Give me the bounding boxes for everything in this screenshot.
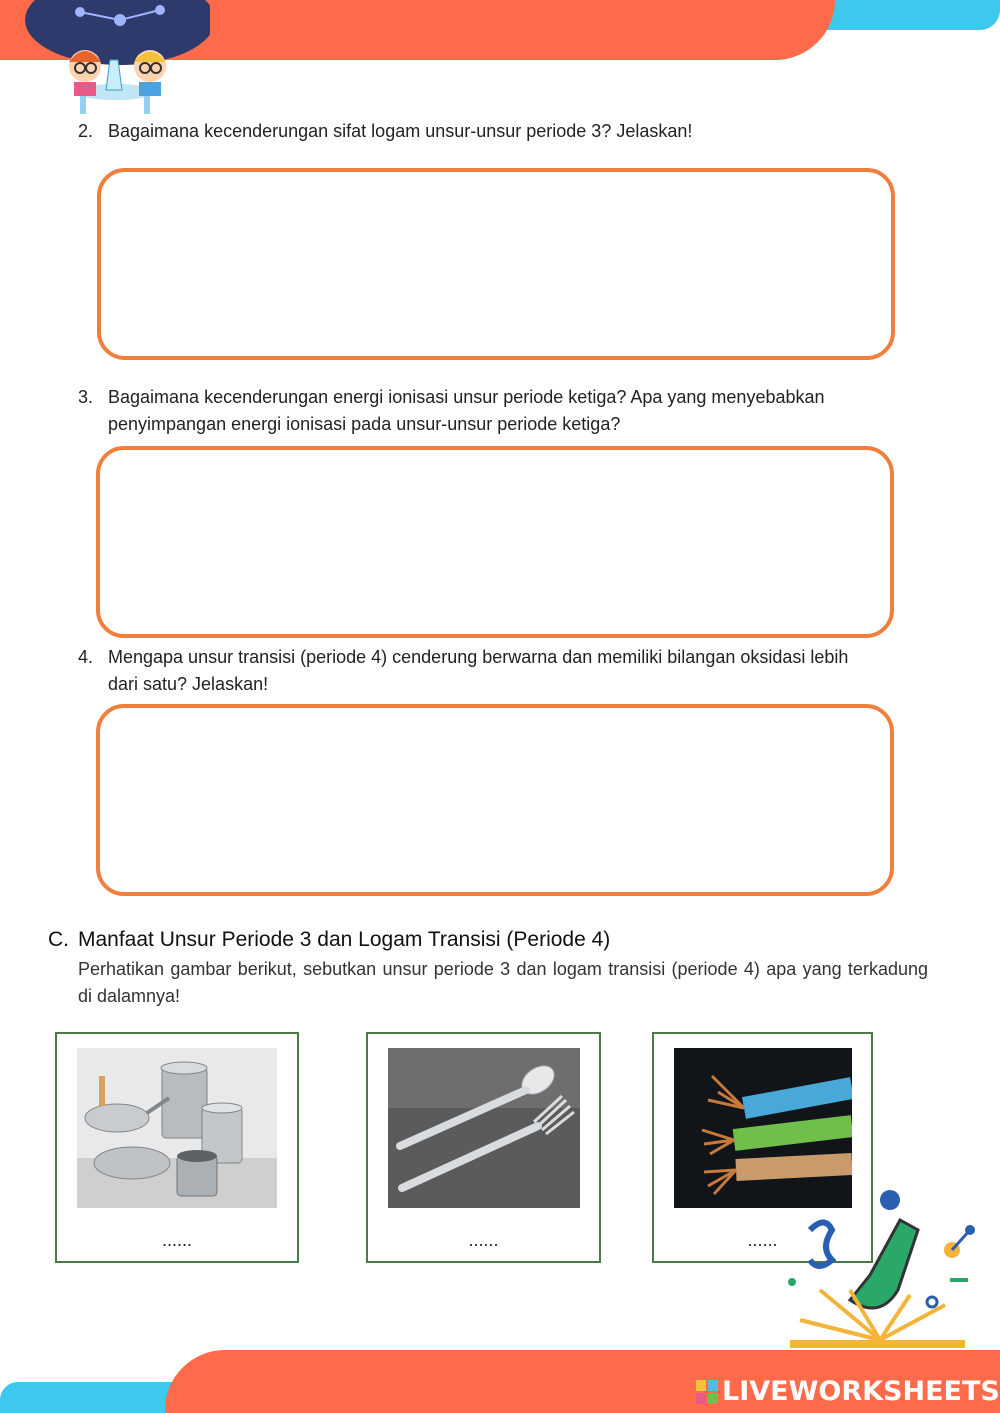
image-card-cutlery xyxy=(366,1032,601,1263)
question-text-line-1: Mengapa unsur transisi (periode 4) cenderung berwarna dan memiliki bilangan oksidasi lebih xyxy=(108,647,849,667)
question-text-line-1: Bagaimana kecenderungan energi ionisasi unsur periode ketiga? Apa yang menyebabkan xyxy=(108,387,825,407)
card-caption[interactable]: ...... xyxy=(468,1230,499,1250)
answer-box-4[interactable] xyxy=(96,704,894,896)
question-3 xyxy=(78,384,938,440)
answer-box-3[interactable] xyxy=(96,446,894,638)
section-title xyxy=(48,928,610,952)
question-number: 2. xyxy=(78,121,94,141)
liveworksheets-logo-icon xyxy=(696,1380,718,1404)
section-heading: Manfaat Unsur Periode 3 dan Logam Transisi (Periode 4) xyxy=(78,928,611,951)
kids-lab-mascot-icon xyxy=(10,0,210,120)
question-number: 3. xyxy=(78,387,94,407)
image-card-cookware xyxy=(55,1032,299,1263)
spoon-fork-image-icon xyxy=(388,1048,580,1208)
section-letter: C. xyxy=(48,928,69,951)
question-text: Bagaimana kecenderungan sifat logam unsur-unsur periode 3? Jelaskan! xyxy=(108,121,693,141)
question-text-line-2: penyimpangan energi ionisasi pada unsur-unsur periode ketiga? xyxy=(108,414,621,434)
card-caption[interactable]: ...... xyxy=(747,1230,778,1250)
section-description: Perhatikan gambar berikut, sebutkan unsur periode 3 dan logam transisi (periode 4) apa yang terkadung di dalamnya! xyxy=(78,959,928,1006)
question-text-line-2: dari satu? Jelaskan! xyxy=(108,674,269,694)
question-number: 4. xyxy=(78,647,94,667)
card-caption[interactable]: ...... xyxy=(161,1230,192,1250)
chemistry-flask-icon xyxy=(770,1180,1000,1370)
cookware-image-icon xyxy=(77,1048,277,1208)
footer-brand[interactable]: LIVEWORKSHEETS xyxy=(722,1376,1000,1407)
question-4 xyxy=(78,644,958,700)
answer-box-2[interactable] xyxy=(97,168,895,360)
question-2 xyxy=(78,118,938,148)
